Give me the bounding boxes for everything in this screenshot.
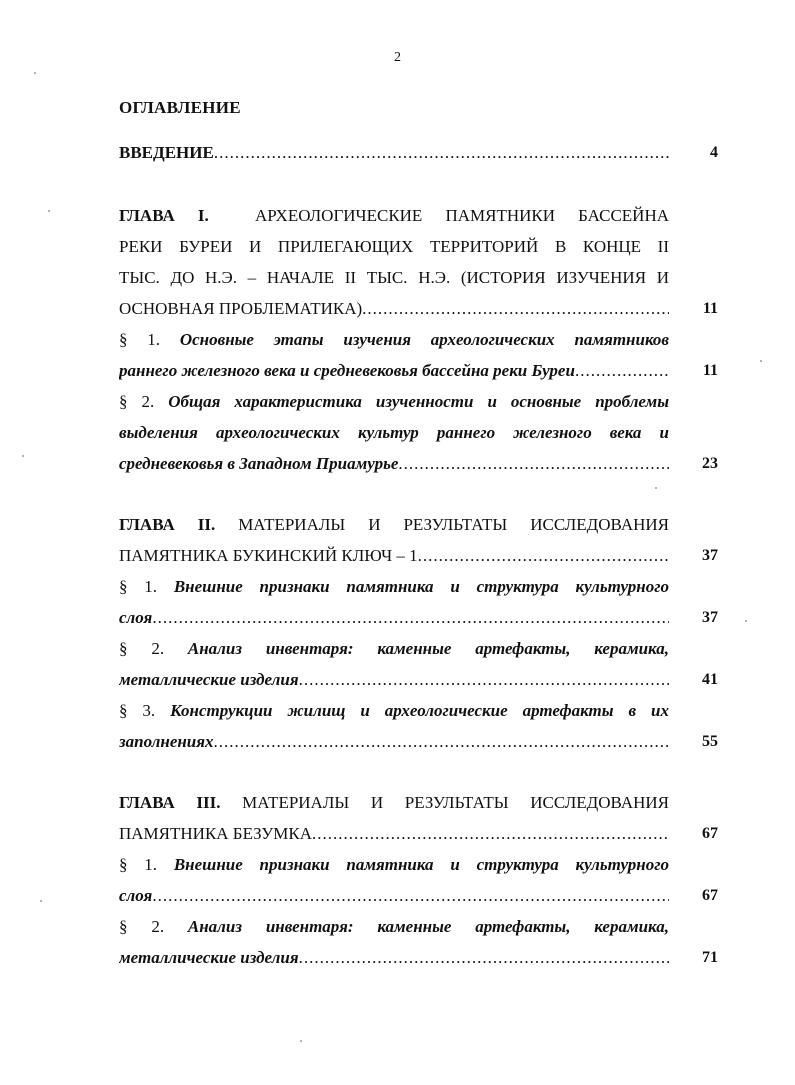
introduction-label: ВВЕДЕНИЕ [119, 143, 214, 162]
chapter2-title-line1[interactable]: ГЛАВА II. МАТЕРИАЛЫ И РЕЗУЛЬТАТЫ ИССЛЕДОВАНИЯ [119, 515, 669, 534]
chapter1-title-line1[interactable]: ГЛАВА I. АРХЕОЛОГИЧЕСКИЕ ПАМЯТНИКИ БАССЕЙНА [119, 206, 669, 225]
chapter3-label: ГЛАВА III. [119, 793, 221, 812]
chapter1-section2-line3: средневековья в Западном Приамурье ..... [119, 454, 669, 474]
dot-leader [214, 732, 669, 752]
chapter1-title-line3: ТЫС. ДО Н.Э. – НАЧАЛЕ II ТЫС. Н.Э. (ИСТОРИЯ ИЗУЧЕНИЯ И [119, 268, 669, 287]
chapter1-title-line4: ОСНОВНАЯ ПРОБЛЕМАТИКА) ..... [119, 299, 669, 319]
scan-speck [48, 210, 50, 212]
section-marker: § 1. [119, 855, 158, 874]
introduction-page: 4 [710, 144, 718, 161]
chapter3-section1-page: 67 [702, 887, 718, 904]
chapter1-section1-line2: раннего железного века и средневековья бассейна реки Буреи ..... [119, 361, 669, 381]
chapter2-page: 37 [702, 547, 718, 564]
chapter3-section2-line1[interactable]: § 2. Анализ инвентаря: каменные артефакты, керамика, [119, 917, 669, 936]
chapter1-section2-line1[interactable]: § 2. Общая характеристика изученности и основные проблемы [119, 392, 669, 411]
chapter2-section1-line2: слоя ..... [119, 608, 669, 628]
dot-leader [362, 299, 669, 319]
chapter2-section3-line1[interactable]: § 3. Конструкции жилищ и археологические артефакты в их [119, 701, 669, 720]
dot-leader [398, 454, 669, 474]
chapter2-section3-line2: заполнениях ..... [119, 732, 669, 752]
chapter3-section2-line2: металлические изделия ..... [119, 948, 669, 968]
dot-leader [299, 948, 669, 968]
chapter2-section2-page: 41 [702, 671, 718, 688]
scan-speck [34, 72, 36, 74]
scan-speck [655, 487, 657, 489]
chapter3-section1-line1[interactable]: § 1. Внешние признаки памятника и структура культурного [119, 855, 669, 874]
section-marker: § 2. [119, 639, 165, 658]
chapter1-label: ГЛАВА I. [119, 206, 209, 225]
chapter2-section2-line2: металлические изделия ..... [119, 670, 669, 690]
chapter1-title-line2: РЕКИ БУРЕИ И ПРИЛЕГАЮЩИХ ТЕРРИТОРИЙ В КОНЦЕ II [119, 237, 669, 256]
chapter1-section1-line1[interactable]: § 1. Основные этапы изучения археологических памятников [119, 330, 669, 349]
scan-speck [22, 455, 24, 457]
dot-leader [299, 670, 669, 690]
chapter3-section1-line2: слоя ..... [119, 886, 669, 906]
section-marker: § 1. [119, 330, 161, 349]
section-marker: § 3. [119, 701, 156, 720]
chapter1-page: 11 [702, 300, 718, 317]
chapter2-label: ГЛАВА II. [119, 515, 216, 534]
chapter2-section3-page: 55 [702, 733, 718, 750]
chapter2-title-line2: ПАМЯТНИКА БУКИНСКИЙ КЛЮЧ – 1 ..... [119, 546, 669, 566]
dot-leader [152, 608, 669, 628]
scan-speck [745, 620, 747, 622]
chapter2-section1-page: 37 [702, 609, 718, 626]
chapter3-title-line1[interactable]: ГЛАВА III. МАТЕРИАЛЫ И РЕЗУЛЬТАТЫ ИССЛЕДОВАНИЯ [119, 793, 669, 812]
section-marker: § 2. [119, 917, 165, 936]
chapter2-section2-line1[interactable]: § 2. Анализ инвентаря: каменные артефакты, керамика, [119, 639, 669, 658]
chapter3-section2-page: 71 [702, 949, 718, 966]
dot-leader [312, 824, 669, 844]
chapter3-title-line2: ПАМЯТНИКА БЕЗУМКА ..... [119, 824, 669, 844]
chapter1-section2-page: 23 [702, 455, 718, 472]
dot-leader [214, 143, 669, 163]
dot-leader [152, 886, 669, 906]
section-marker: § 2. [119, 392, 155, 411]
chapter3-page: 67 [702, 825, 718, 842]
scan-speck [760, 360, 762, 362]
chapter1-section1-page: 11 [702, 362, 718, 379]
chapter2-section1-line1[interactable]: § 1. Внешние признаки памятника и структура культурного [119, 577, 669, 596]
dot-leader [575, 361, 669, 381]
dot-leader [418, 546, 669, 566]
page-number: 2 [394, 50, 401, 65]
chapter1-section2-line2: выделения археологических культур раннего железного века и [119, 423, 669, 442]
scan-speck [300, 1040, 302, 1042]
scan-speck [40, 900, 42, 902]
toc-heading: ОГЛАВЛЕНИЕ [119, 98, 241, 117]
toc-entry-introduction[interactable] [119, 143, 669, 163]
section-marker: § 1. [119, 577, 158, 596]
